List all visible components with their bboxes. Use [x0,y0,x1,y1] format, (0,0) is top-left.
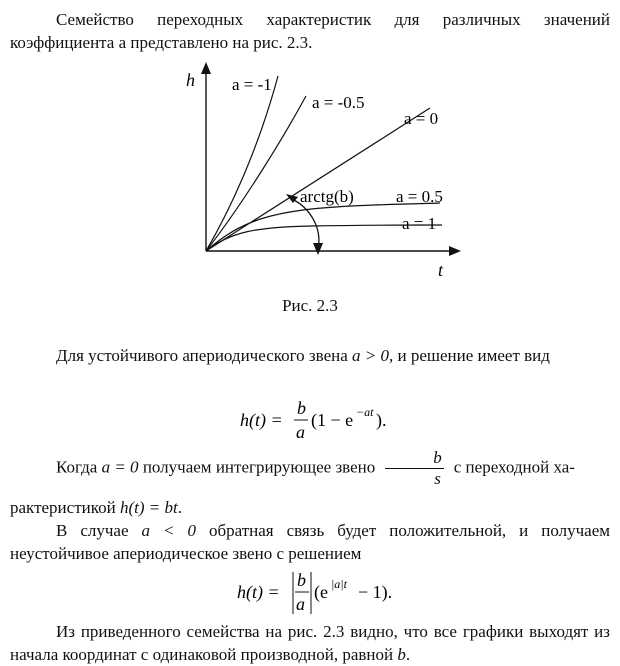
label-a-minus-0-5: a = -0.5 [312,93,365,112]
eq1-exponent: −at [356,405,374,419]
eq2-end: − 1). [358,582,393,602]
eq1-lhs: h(t) = [240,410,283,430]
integrator-line2-text: рактеристикой [10,498,116,517]
eq2-body: (e [314,582,328,602]
integrator-line2-end: . [177,498,182,517]
integrator-text-2: получаем интегрирующее звено [142,457,376,477]
label-a-1: a = 1 [402,214,437,233]
eq2-exponent: |a|t [331,577,347,591]
angle-arc-arrowhead-bottom [313,243,323,255]
eq2-lhs: h(t) = [237,582,280,602]
angle-label: arctg(b) [300,187,354,206]
integrator-text-3: с переходной ха- [453,457,575,477]
integrator-text-1: Когда [56,457,98,477]
integrator-paragraph [10,448,610,489]
label-a-minus-1: a = -1 [232,75,272,94]
x-axis-arrowhead [449,246,461,256]
x-axis-label: t [438,260,444,280]
label-a-0: a = 0 [404,109,439,128]
eq2-numerator: b [297,570,306,590]
stable-text-2: , и решение имеет вид [389,346,550,365]
y-axis-label: h [186,70,195,90]
integrator-fraction-num: b [385,448,444,469]
equation-stable [0,392,620,452]
eq1-numerator: b [297,398,306,418]
stable-condition: a > 0 [352,346,389,365]
integrator-formula: h(t) = bt [119,498,178,517]
stable-text-1: Для устойчивого апериодического звена [56,346,348,365]
unstable-condition: a < 0 [141,521,196,540]
integrator-line-2 [10,496,610,519]
integrator-fraction [385,448,444,489]
eq1-body: (1 − e [311,410,354,430]
conclusion-end: . [405,645,411,664]
curve-a-minus-0-5 [206,96,306,251]
transient-response-figure [172,60,462,290]
unstable-text-2: обратная связь будет положительной, и получаем неустойчивое апериодическое звено с решением [10,521,611,563]
curve-a-minus-1 [206,76,278,251]
conclusion-variable: b [397,645,406,664]
eq2-denominator: a [296,594,305,614]
conclusion-paragraph [10,620,610,666]
intro-paragraph: Семейство переходных характеристик для различных значений коэффициента a представлено на рис. 2.3. [10,10,610,52]
y-axis-arrowhead [201,62,211,74]
equation-unstable [0,564,620,624]
eq1-end: ). [376,410,387,430]
integrator-fraction-den: s [434,469,441,488]
integrator-condition: a = 0 [101,457,139,477]
stable-paragraph [10,344,610,367]
conclusion-text: Из приведенного семейства на рис. 2.3 видно, что все графики выходят из начала координат с одинаковой производной, равной [10,622,610,664]
label-a-0-5: a = 0.5 [396,187,443,206]
eq1-denominator: a [296,422,305,442]
unstable-text-1: В случае [56,521,129,540]
unstable-paragraph [10,519,610,565]
figure-caption: Рис. 2.3 [282,296,338,315]
